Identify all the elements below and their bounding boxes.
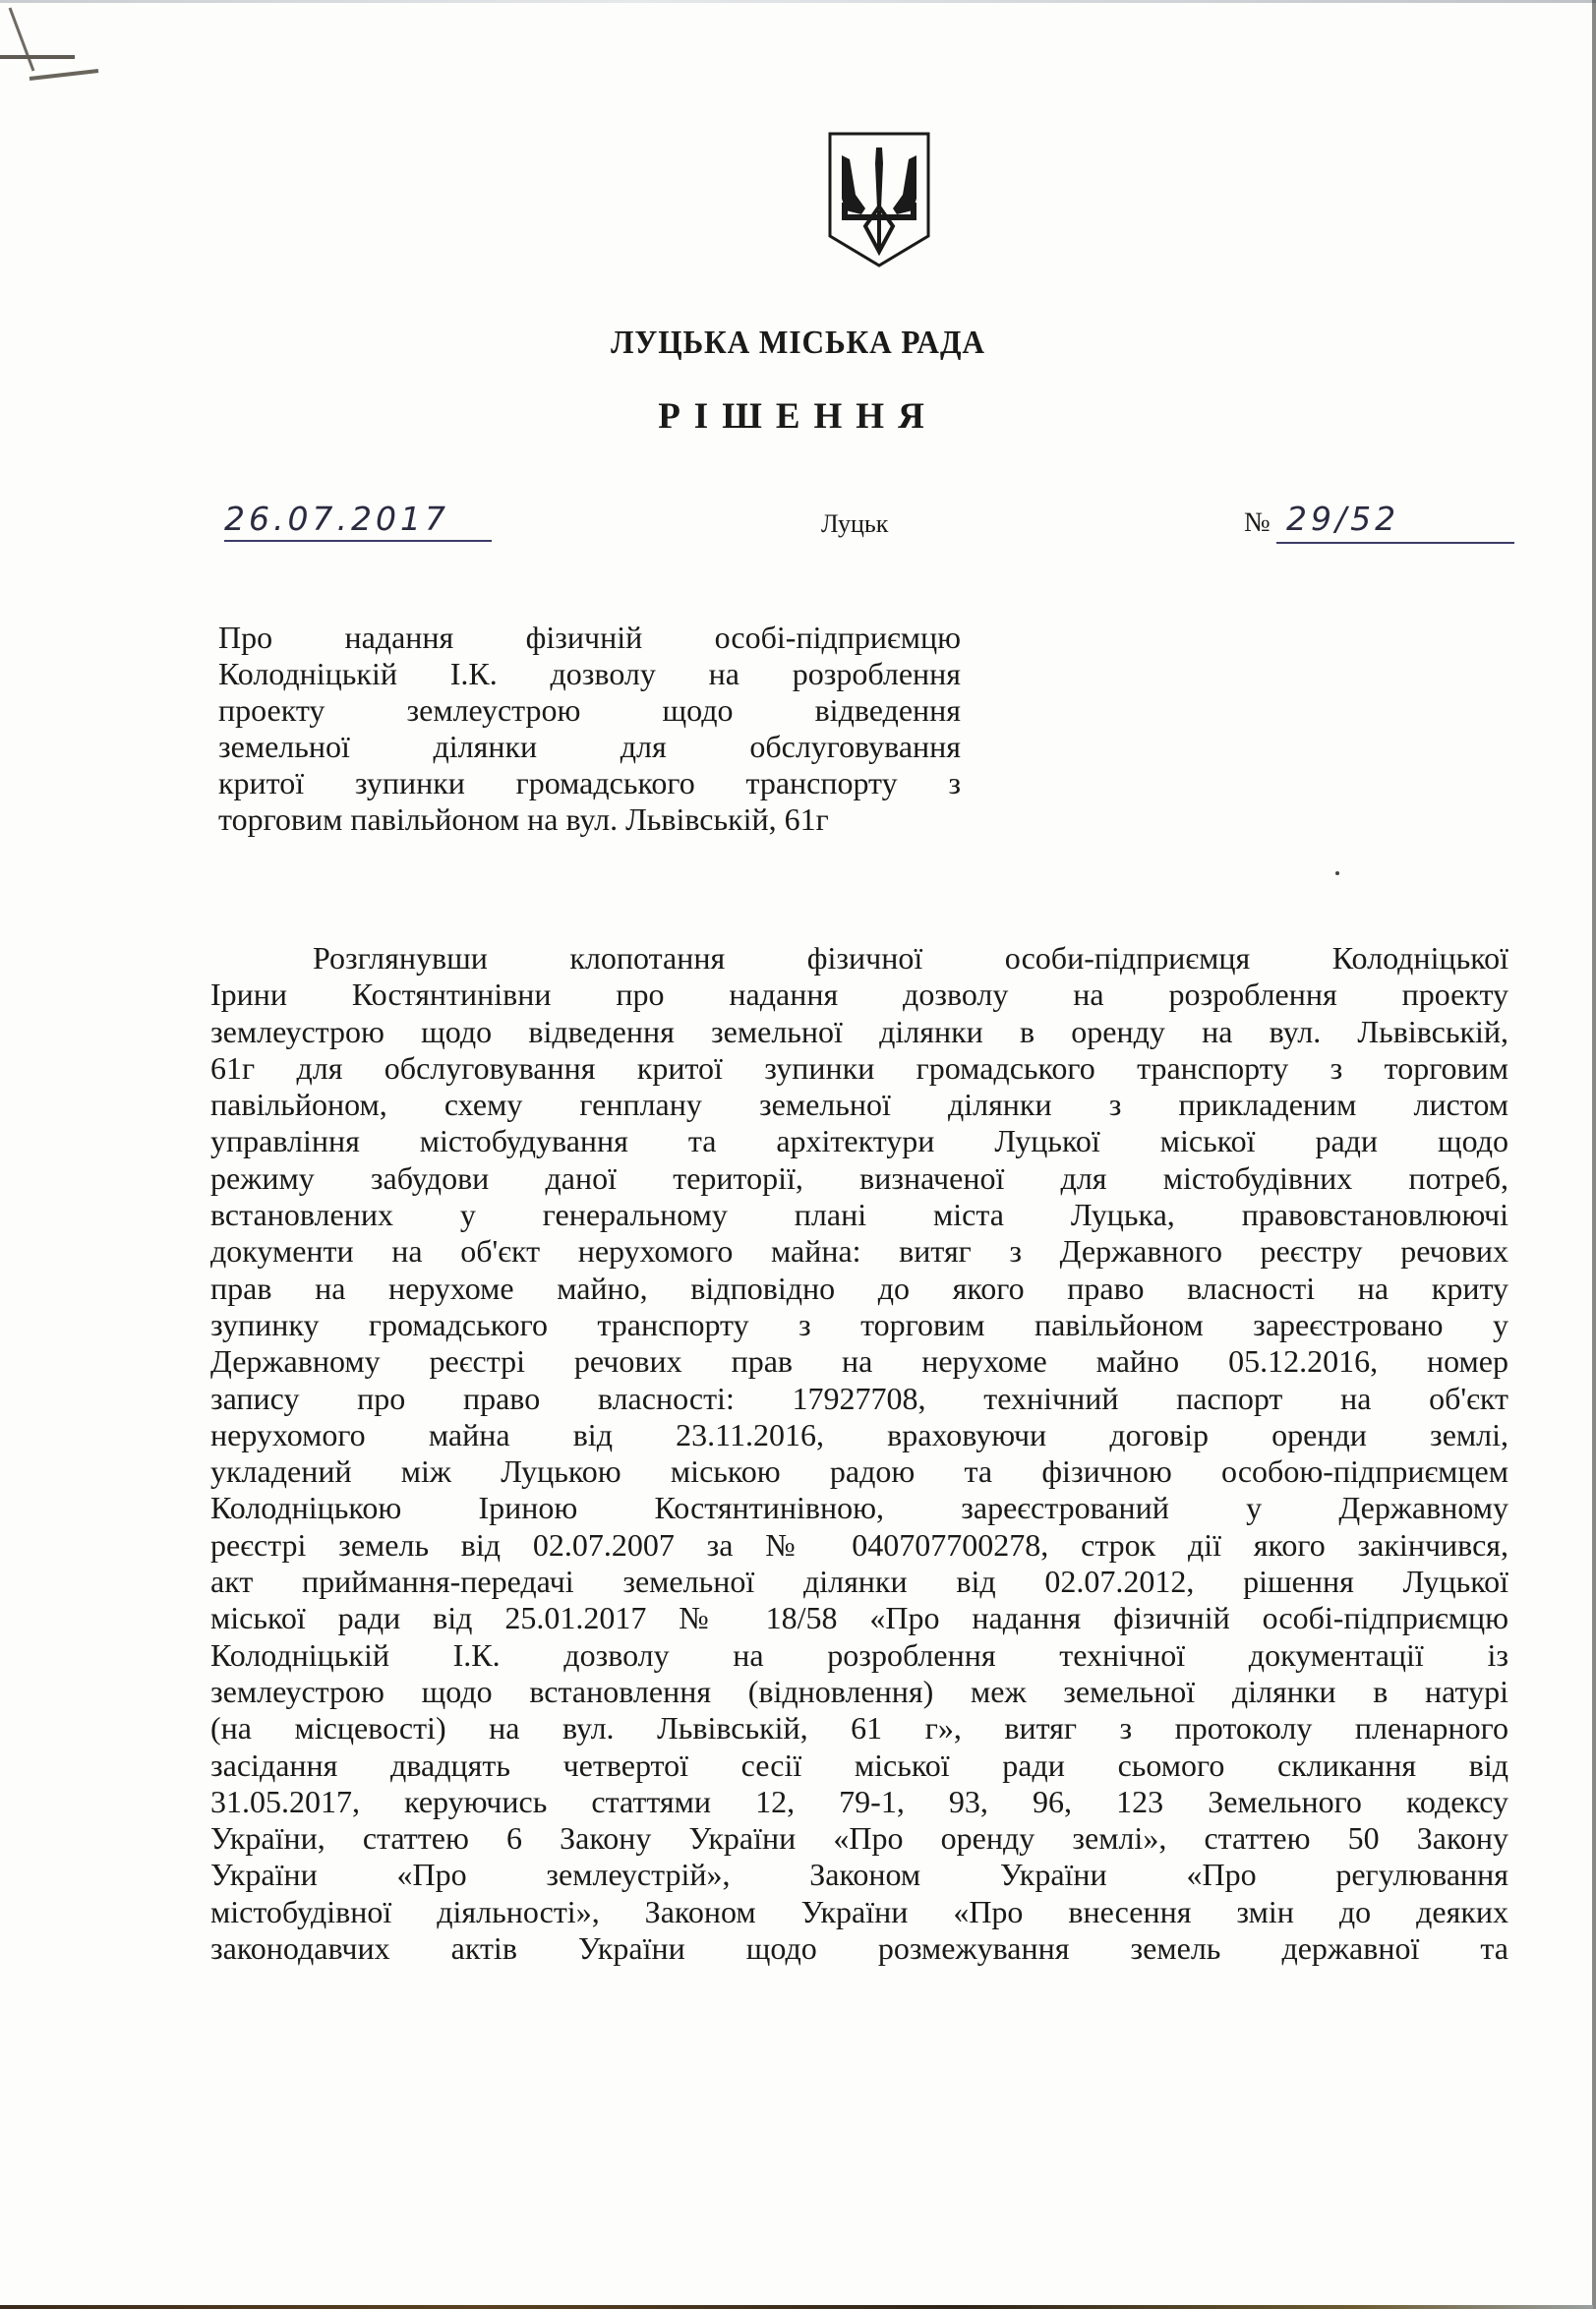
body-line: зупинку громадського транспорту з торговим павільйоном зареєстровано у — [210, 1306, 1508, 1342]
body-line: землеустрою щодо встановлення (відновлення) меж земельної ділянки в натурі — [210, 1673, 1508, 1709]
body-line: документи на об'єкт нерухомого майна: витяг з Державного реєстру речових — [210, 1233, 1508, 1270]
subject-line: торговим павільйоном на вул. Львівській, 61г — [218, 801, 829, 837]
council-name: ЛУЦЬКА МІСЬКА РАДА — [611, 325, 985, 361]
body-line: укладений між Луцькою міською радою та фізичною особою-підприємцем — [210, 1453, 1508, 1490]
decision-number: 29/52 — [1276, 500, 1514, 544]
body-line: міської ради від 25.01.2017 № 18/58 «Про надання фізичній особі-підприємцю — [210, 1600, 1508, 1636]
body-line: Розглянувши клопотання фізичної особи-підприємця Колодніцької — [313, 940, 1508, 976]
decision-date: 26.07.2017 — [224, 500, 492, 542]
subject-line: критої зупинки громадського транспорту з — [218, 765, 961, 800]
staple-icon — [0, 0, 108, 89]
body-line: управління містобудування та архітектури Луцької міської ради щодо — [210, 1123, 1508, 1159]
body-line: акт приймання-передачі земельної ділянки від 02.07.2012, рішення Луцької — [210, 1564, 1508, 1600]
subject-line: Про надання фізичній особі-підприємцю — [218, 620, 961, 655]
ukraine-coat-of-arms-icon — [826, 130, 932, 269]
body-line: України «Про землеустрій», Законом України «Про регулювання — [210, 1857, 1508, 1893]
body-line: нерухомого майна від 23.11.2016, враховуючи договір оренди землі, — [210, 1416, 1508, 1452]
body-line: Ірини Костянтинівни про надання дозволу на розроблення проекту — [210, 977, 1508, 1013]
body-line: містобудівної діяльності», Законом України «Про внесення змін до деяких — [210, 1893, 1508, 1929]
subject-line: земельної ділянки для обслуговування — [218, 729, 961, 764]
body-line: Колодніцькою Іриною Костянтинівною, зареєстрований у Державному — [210, 1490, 1508, 1526]
body-line: прав на нерухоме майно, відповідно до якого право власності на криту — [210, 1270, 1508, 1306]
subject-line: проекту землеустрою щодо відведення — [218, 692, 961, 728]
body-line: Колодніцькій І.К. дозволу на розроблення технічної документації із — [210, 1636, 1508, 1673]
scan-top-edge — [0, 0, 1596, 3]
body-line: режиму забудови даної території, визначеної для містобудівних потреб, — [210, 1159, 1508, 1196]
body-line: павільйоном, схему генплану земельної ділянки з прикладеним листом — [210, 1087, 1508, 1123]
body-line: України, статтею 6 Закону України «Про оренду землі», статтею 50 Закону — [210, 1820, 1508, 1857]
body-line: реєстрі земель від 02.07.2007 за № 040707700278, строк дії якого закінчився, — [210, 1526, 1508, 1563]
body-line: (на місцевості) на вул. Львівській, 61 г», витяг з протоколу пленарного — [210, 1710, 1508, 1747]
city-label: Луцьк — [821, 509, 889, 538]
body-line: 61г для обслуговування критої зупинки громадського транспорту з торговим — [210, 1049, 1508, 1086]
body-line: запису про право власності: 17927708, технічний паспорт на об'єкт — [210, 1380, 1508, 1416]
scan-speck — [1335, 871, 1339, 875]
decision-body — [210, 940, 1508, 1967]
scan-right-edge — [1592, 0, 1596, 2309]
scan-bottom-edge — [0, 2305, 1593, 2309]
body-line: встановлених у генеральному плані міста Луцька, правовстановлюючі — [210, 1197, 1508, 1233]
body-line: землеустрою щодо відведення земельної ділянки в оренду на вул. Львівській, — [210, 1013, 1508, 1049]
document-type-title: РІШЕННЯ — [658, 396, 938, 437]
body-line: засідання двадцять четвертої сесії міської ради сьомого скликання від — [210, 1747, 1508, 1783]
number-sign: № — [1244, 507, 1271, 538]
subject-line: Колодніцькій І.К. дозволу на розроблення — [218, 656, 961, 691]
body-line: Державному реєстрі речових прав на нерухоме майно 05.12.2016, номер — [210, 1343, 1508, 1380]
date-number-row — [0, 500, 1596, 559]
body-line: 31.05.2017, керуючись статтями 12, 79-1, 93, 96, 123 Земельного кодексу — [210, 1783, 1508, 1819]
body-line: законодавчих актів України щодо розмежування земель державної та — [210, 1930, 1508, 1967]
decision-subject — [218, 620, 961, 838]
